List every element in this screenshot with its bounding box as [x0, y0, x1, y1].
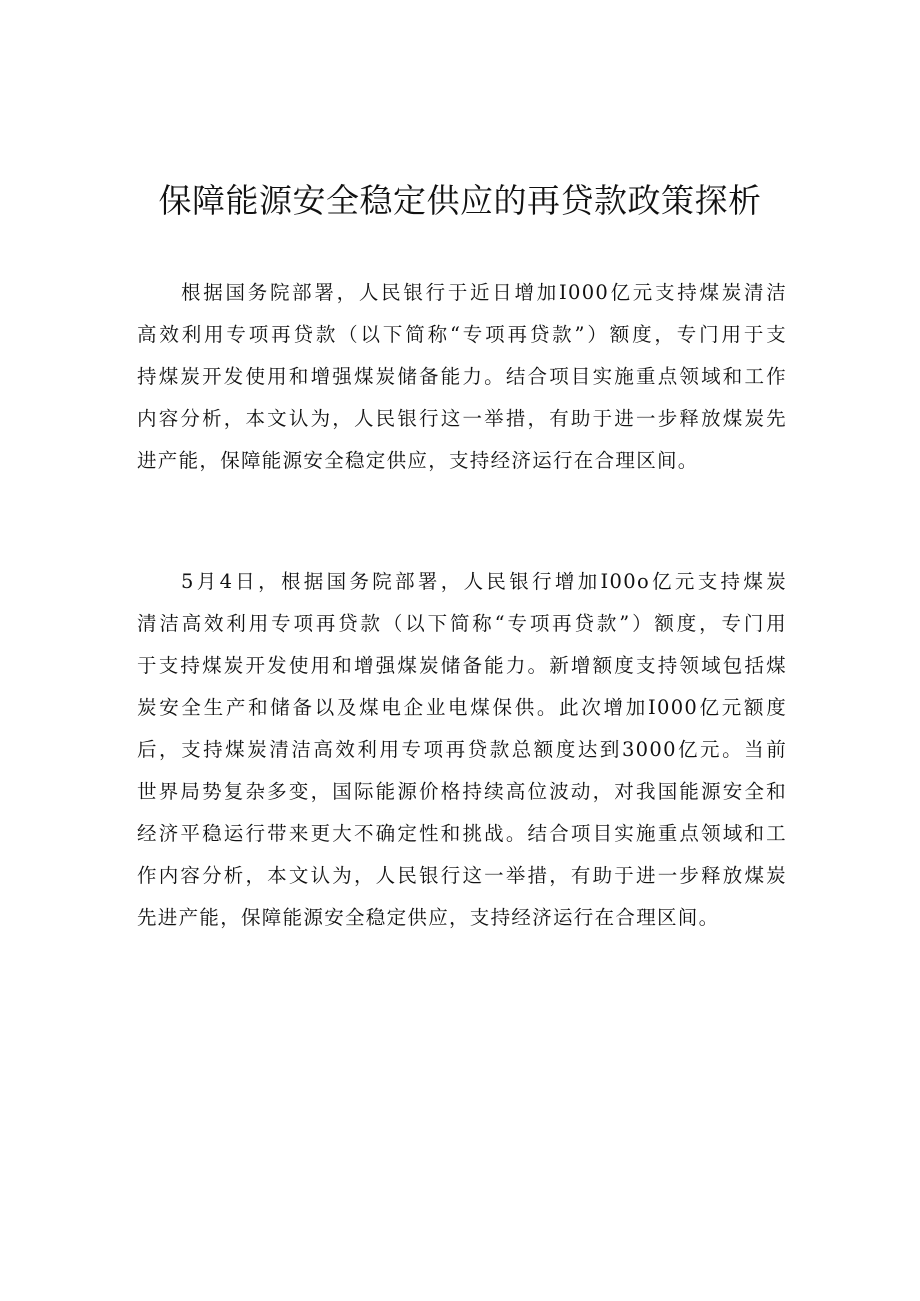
paragraph-line: 进产能，保障能源安全稳定供应，支持经济运行在合理区间。: [137, 449, 699, 472]
paragraph-line: 先进产能，保障能源安全稳定供应，支持经济运行在合理区间。: [137, 906, 720, 929]
paragraph-line: 5月4日，根据国务院部署，人民银行增加I00o亿元支持煤炭: [181, 570, 787, 593]
paragraph-line: 世界局势复杂多变，国际能源价格持续高位波动，对我国能源安全和: [137, 780, 787, 803]
paragraph-line: 根据国务院部署，人民银行于近日增加I000亿元支持煤炭清洁: [181, 281, 787, 304]
paragraph-line: 炭安全生产和储备以及煤电企业电煤保供。此次增加I000亿元额度: [137, 696, 787, 719]
paragraph-line: 持煤炭开发使用和增强煤炭储备能力。结合项目实施重点领域和工作: [137, 365, 787, 388]
document-title: 保障能源安全稳定供应的再贷款政策探析: [158, 181, 762, 220]
paragraph-2: [137, 561, 787, 939]
paragraph-line: 清洁高效利用专项再贷款（以下简称“专项再贷款”）额度，专门用: [137, 612, 787, 635]
paragraph-line: 于支持煤炭开发使用和增强煤炭储备能力。新增额度支持领域包括煤: [137, 654, 787, 677]
paragraph-line: 高效利用专项再贷款（以下简称“专项再贷款”）额度，专门用于支: [137, 323, 787, 346]
paragraph-1: [137, 272, 787, 482]
paragraph-line: 内容分析，本文认为，人民银行这一举措，有助于进一步释放煤炭先: [137, 407, 787, 430]
paragraph-line: 经济平稳运行带来更大不确定性和挑战。结合项目实施重点领域和工: [137, 822, 787, 845]
paragraph-line: 后，支持煤炭清洁高效利用专项再贷款总额度达到3000亿元。当前: [137, 738, 787, 761]
paragraph-line: 作内容分析，本文认为，人民银行这一举措，有助于进一步释放煤炭: [137, 864, 787, 887]
